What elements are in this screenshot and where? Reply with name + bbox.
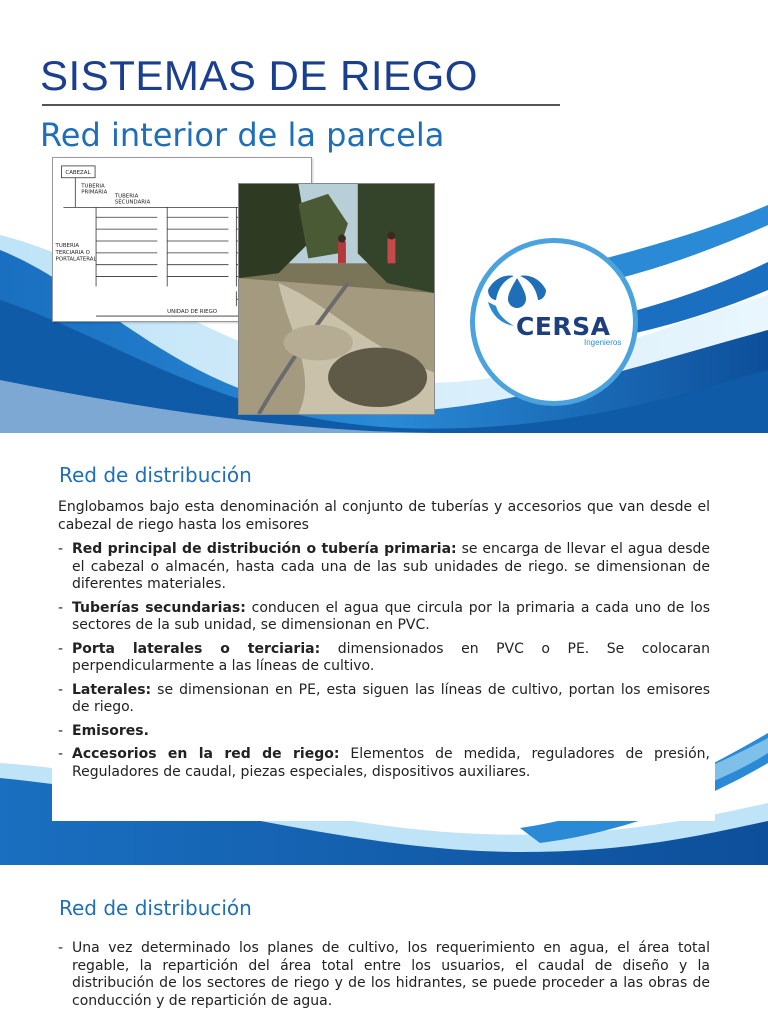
cersa-logo bbox=[470, 238, 638, 406]
section1-intro: Englobamos bajo esta denominación al conjunto de tuberías y accesorios que van desde el cabezal de riego hasta los emisores bbox=[58, 499, 710, 533]
label-unidad: UNIDAD DE RIEGO bbox=[167, 309, 218, 316]
item-term: Tuberías secundarias: bbox=[72, 599, 246, 616]
item-term: Laterales: bbox=[72, 681, 152, 698]
label-tuberia-secundaria-2: SECUNDARIA bbox=[114, 199, 151, 206]
item-text: dimensionados en PVC o PE. Se colocaran perpendicularmente a las líneas de cultivo. bbox=[72, 640, 710, 674]
list-item bbox=[58, 746, 710, 781]
label-terciaria-3: PORTALATERAL bbox=[55, 256, 97, 263]
bullet-dash: - bbox=[58, 541, 64, 557]
bullet-dash: - bbox=[58, 681, 64, 698]
section2-heading: Red de distribución bbox=[59, 896, 252, 920]
item-term: Red principal de distribución o tubería primaria: bbox=[72, 541, 457, 557]
list-item bbox=[58, 682, 710, 717]
bullet-dash: - bbox=[58, 746, 64, 762]
label-terciaria-1: TUBERIA bbox=[55, 242, 80, 249]
label-tuberia-secundaria-1: TUBERIA bbox=[114, 193, 139, 200]
list-item bbox=[58, 723, 710, 741]
label-tuberia-primaria-1: TUBERIA bbox=[81, 183, 105, 190]
bullet-dash: - bbox=[58, 640, 64, 657]
list-item bbox=[58, 641, 710, 676]
section1-body bbox=[58, 499, 710, 787]
title-divider bbox=[42, 104, 560, 106]
bullet-dash: - bbox=[58, 940, 64, 956]
field-photo bbox=[238, 183, 435, 415]
item-term: Porta laterales o terciaria: bbox=[72, 640, 321, 657]
logo-subtitle: Ingenieros bbox=[584, 338, 622, 347]
label-tuberia-primaria-2: PRIMARIA bbox=[81, 189, 108, 196]
item-text: Elementos de medida, reguladores de presión, Reguladores de caudal, piezas especiales, dispositivos auxiliares. bbox=[72, 746, 710, 780]
page-title: SISTEMAS DE RIEGO bbox=[40, 52, 478, 99]
hero-slide bbox=[0, 0, 768, 433]
label-terciaria-2: TERCIARIA O bbox=[55, 249, 90, 256]
field-photo-illustration bbox=[239, 184, 434, 414]
list-item bbox=[58, 600, 710, 635]
item-text: se encarga de llevar el agua desde el cabezal o almacén, hasta cada una de las sub unidades de riego. se dimensionan de diferentes materiales. bbox=[72, 541, 710, 592]
logo-name: CERSA bbox=[516, 312, 611, 341]
bullet-dash: - bbox=[58, 722, 64, 739]
item-text: conducen el agua que circula por la primaria a cada uno de los sectores de la sub unidad, se dimensionan en PVC. bbox=[72, 599, 710, 633]
distribution-network-slide-2 bbox=[0, 865, 768, 1024]
section1-list bbox=[58, 541, 710, 781]
item-term: Emisores. bbox=[72, 722, 149, 739]
distribution-network-slide bbox=[0, 433, 768, 865]
item-text: Una vez determinado los planes de cultivo, los requerimiento en agua, el área total regable, la repartición del área total entre los usuarios, el caudal de diseño y la distribución de los sectores de riego y de los hidrantes, se puede proceder a las obras de conducción y de repartición de agua. bbox=[72, 940, 710, 1009]
section2-list bbox=[58, 940, 710, 1010]
page-subtitle: Red interior de la parcela bbox=[40, 116, 445, 154]
item-term: Accesorios en la red de riego: bbox=[72, 746, 340, 762]
item-text: se dimensionan en PE, esta siguen las líneas de cultivo, portan los emisores de riego. bbox=[72, 681, 710, 715]
section1-heading: Red de distribución bbox=[59, 463, 252, 487]
section2-body bbox=[58, 940, 710, 1016]
label-cabezal: CABEZAL bbox=[65, 169, 91, 176]
list-item bbox=[58, 541, 710, 594]
bullet-dash: - bbox=[58, 599, 64, 616]
list-item bbox=[58, 940, 710, 1010]
